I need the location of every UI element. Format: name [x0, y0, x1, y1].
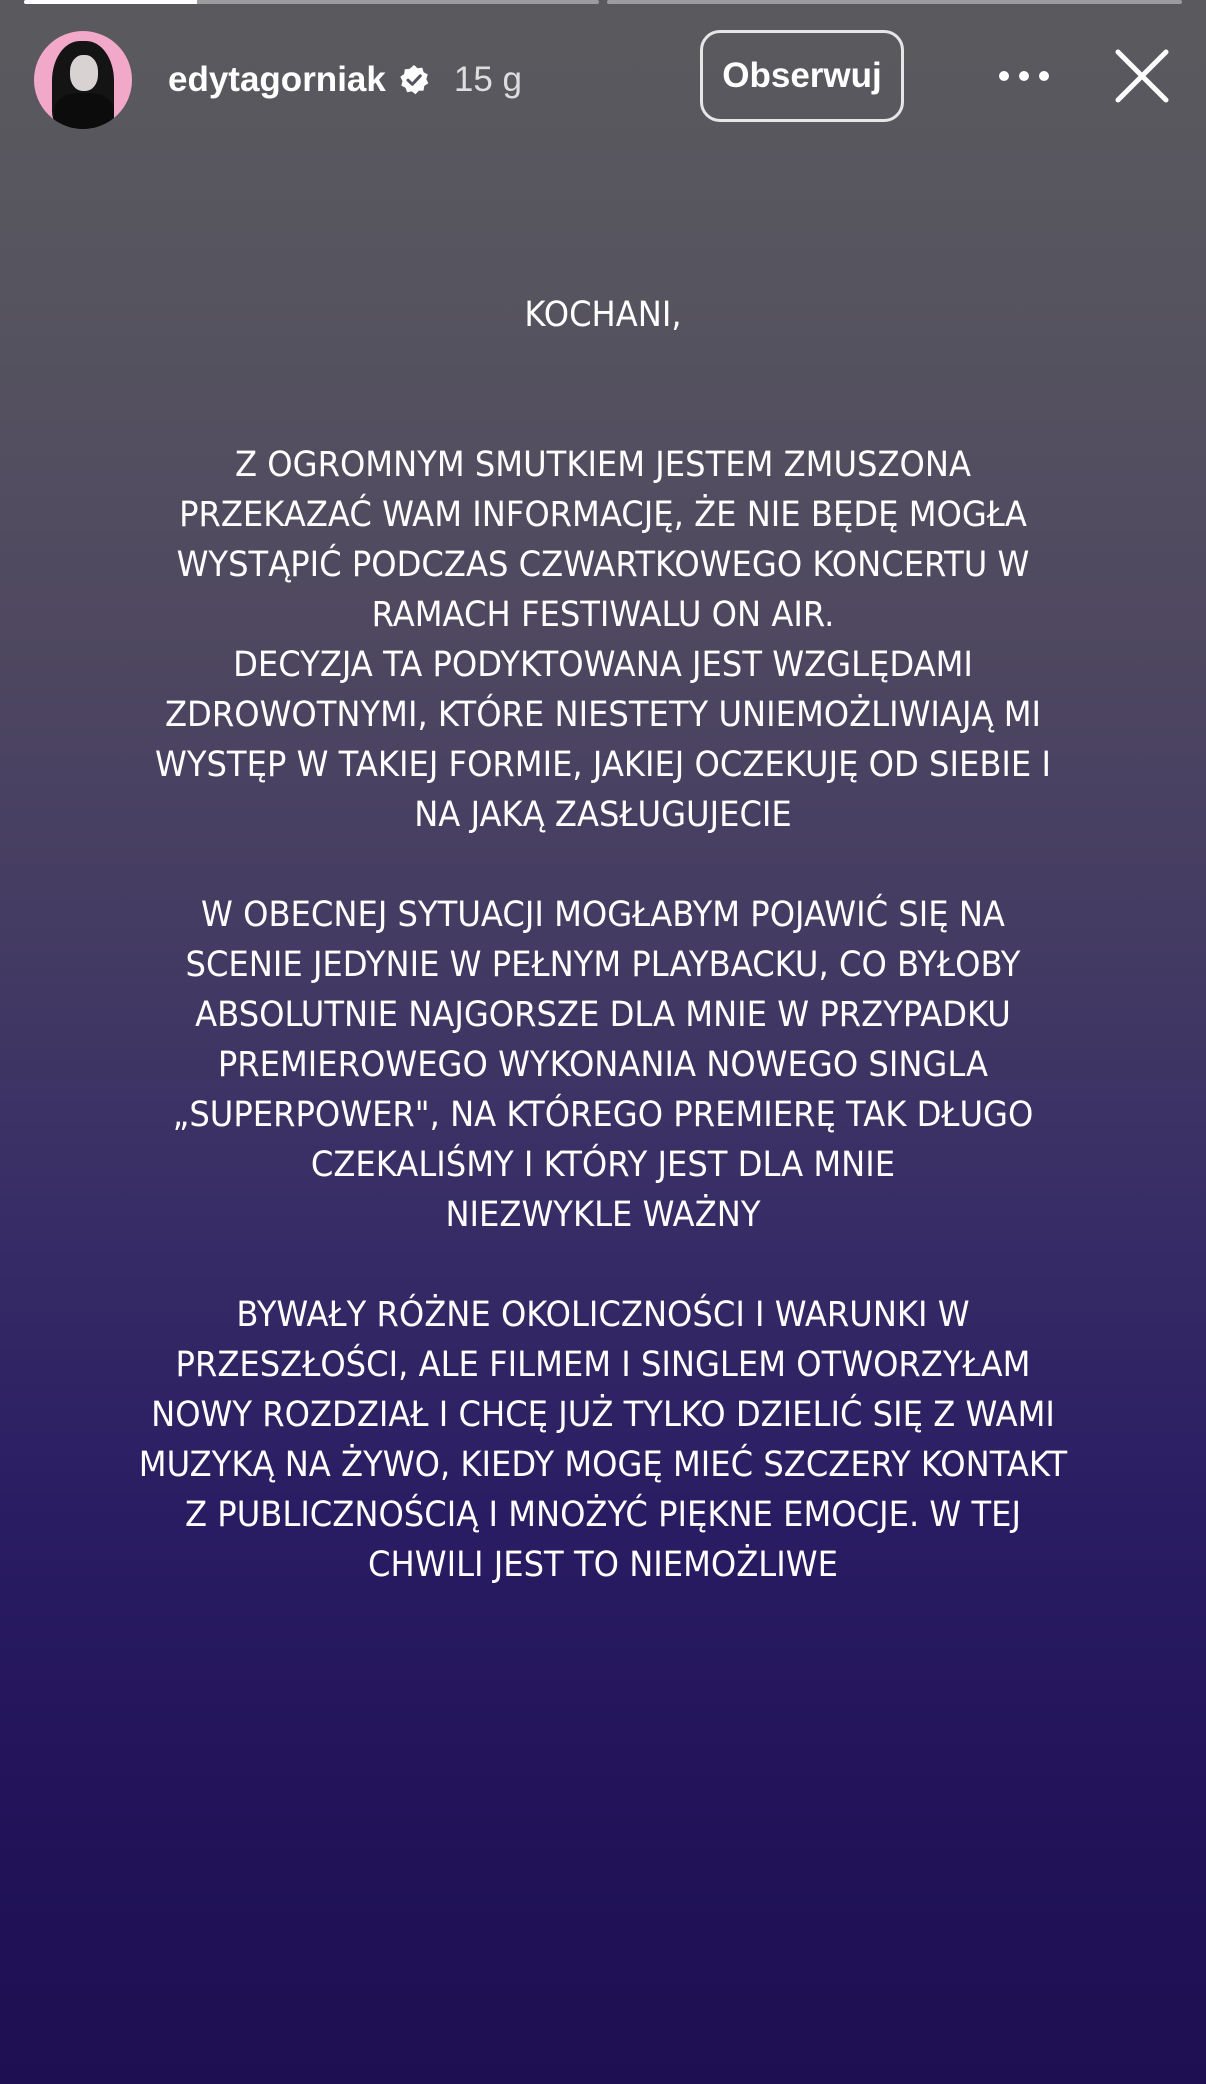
- avatar-body: [54, 93, 114, 129]
- close-icon[interactable]: [1112, 46, 1172, 106]
- progress-fill-1: [24, 0, 197, 4]
- story-header: [34, 30, 1174, 130]
- profile-avatar[interactable]: [34, 31, 132, 129]
- story-paragraph-1: Z OGROMNYM SMUTKIEM JESTEM ZMUSZONA PRZEKAZAĆ WAM INFORMACJĘ, ŻE NIE BĘDĘ MOGŁA WYSTĄPIĆ PODCZAS CZWARTKOWEGO KONCERTU W RAMACH FESTIWALU ON AIR. DECYZJA TA PODYKTOWANA JEST WZGLĘDAMI ZDROWOTNYMI, KTÓRE NIESTETY UNIEMOŻLIWIAJĄ MI WYSTĘP W TAKIEJ FORMIE, JAKIEJ OCZEKUJĘ OD SIEBIE I NA JAKĄ ZASŁUGUJECIE: [154, 445, 1051, 835]
- story-timestamp: 15 g: [453, 60, 522, 99]
- story-paragraph-3: BYWAŁY RÓŻNE OKOLICZNOŚCI I WARUNKI W PRZESZŁOŚCI, ALE FILMEM I SINGLEM OTWORZYŁAM NOWY ROZDZIAŁ I CHCĘ JUŻ TYLKO DZIELIĆ SIĘ Z WAMI MUZYKĄ NA ŻYWO, KIEDY MOGĘ MIEĆ SZCZERY KONTAKT Z PUBLICZNOŚCIĄ I MNOŻYĆ PIĘKNE EMOCJE. W TEJ CHWILI JEST TO NIEMOŻLIWE: [138, 1295, 1068, 1585]
- username-link[interactable]: edytagorniak: [168, 60, 386, 99]
- story-greeting: KOCHANI,: [524, 295, 682, 335]
- progress-segment-1: [24, 0, 599, 4]
- progress-segment-2: [607, 0, 1182, 4]
- avatar-face: [70, 55, 98, 91]
- story-progress-bar: [24, 0, 1182, 6]
- story-text-content: [76, 290, 1130, 1640]
- verified-badge-icon: [398, 64, 430, 96]
- more-dots-icon[interactable]: [994, 56, 1054, 96]
- story-paragraph-2: W OBECNEJ SYTUACJI MOGŁABYM POJAWIĆ SIĘ NA SCENIE JEDYNIE W PEŁNYM PLAYBACKU, CO BYŁOBY ABSOLUTNIE NAJGORSZE DLA MNIE W PRZYPADKU PREMIEROWEGO WYKONANIA NOWEGO SINGLA „SUPERPOWER", NA KTÓREGO PREMIERĘ TAK DŁUGO CZEKALIŚMY I KTÓRY JEST DLA MNIE NIEZWYKLE WAŻNY: [172, 895, 1034, 1235]
- follow-button[interactable]: Obserwuj: [700, 30, 904, 122]
